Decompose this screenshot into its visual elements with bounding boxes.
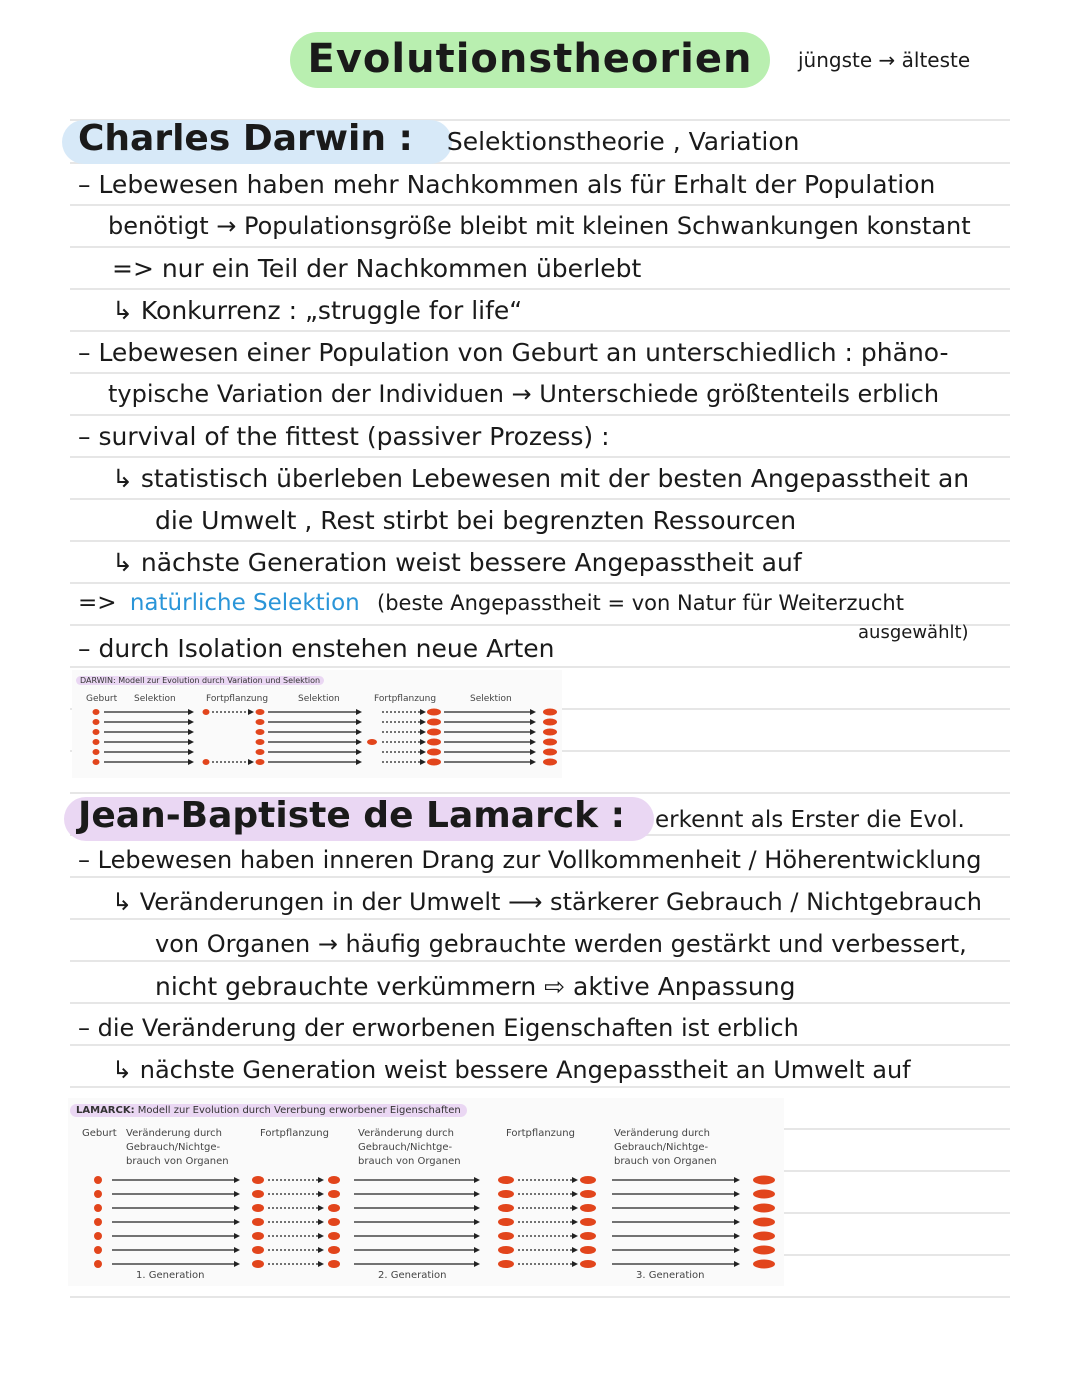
organism-dot: [427, 759, 441, 766]
organism-dot: [94, 1232, 102, 1240]
arrow-head: [356, 719, 362, 725]
arrow-head: [734, 1205, 740, 1211]
organism-dot: [543, 749, 557, 756]
generation-label: 3. Generation: [636, 1270, 705, 1281]
arrow-head: [318, 1247, 324, 1253]
arrow-head: [734, 1191, 740, 1197]
organism-dot: [328, 1204, 340, 1212]
organism-dot: [498, 1190, 514, 1198]
organism-dot: [427, 749, 441, 756]
title-highlight: [290, 32, 770, 88]
darwin-line: – Lebewesen haben mehr Nachkommen als für Erhalt der Population: [78, 170, 936, 199]
arrow-head: [530, 709, 536, 715]
figure-header: Veränderung durch: [126, 1128, 223, 1139]
organism-dot: [580, 1218, 596, 1226]
organism-dot: [256, 759, 265, 765]
arrow-head: [572, 1191, 578, 1197]
figure-header: Gebrauch/Nichtge-: [126, 1142, 221, 1153]
ruled-line: [70, 330, 1010, 332]
ruled-line: [70, 204, 1010, 206]
darwin-figure: [72, 670, 562, 778]
arrow-head: [734, 1219, 740, 1225]
organism-dot: [753, 1218, 775, 1227]
arrow-head: [234, 1247, 240, 1253]
organism-dot: [580, 1232, 596, 1240]
darwin-name: Charles Darwin :: [78, 118, 413, 159]
arrow-head: [734, 1233, 740, 1239]
lamarck-caption-label: LAMARCK:: [76, 1105, 135, 1116]
organism-dot: [94, 1204, 102, 1212]
organism-dot: [93, 749, 100, 755]
selection-term: natürliche Selektion: [129, 590, 360, 616]
darwin-line: die Umwelt , Rest stirbt bei begrenzten Ressourcen: [155, 506, 797, 535]
arrow-head: [318, 1177, 324, 1183]
figure-header: brauch von Organen: [614, 1156, 717, 1167]
organism-dot: [93, 709, 100, 715]
organism-dot: [543, 759, 557, 766]
arrow-head: [572, 1261, 578, 1267]
organism-dot: [93, 739, 100, 745]
organism-dot: [252, 1232, 264, 1240]
figure-header: Fortpflanzung: [260, 1128, 329, 1139]
organism-dot: [498, 1204, 514, 1212]
figure-header: Selektion: [470, 694, 512, 704]
generation-label: 2. Generation: [378, 1270, 447, 1281]
ruled-line: [70, 288, 1010, 290]
organism-dot: [256, 749, 265, 755]
arrow-head: [420, 709, 426, 715]
arrow-head: [356, 739, 362, 745]
arrow-head: [318, 1219, 324, 1225]
organism-dot: [256, 709, 265, 715]
arrow-head: [188, 709, 194, 715]
arrow-head: [572, 1177, 578, 1183]
lamarck-figure: [68, 1098, 784, 1286]
arrow-head: [420, 739, 426, 745]
darwin-line: ↳ nächste Generation weist bessere Angepasstheit auf: [112, 548, 802, 577]
organism-dot: [256, 719, 265, 725]
ruled-line: [70, 414, 1010, 416]
darwin-line: – Lebewesen einer Population von Geburt an unterschiedlich : phäno-: [78, 338, 949, 367]
arrow-head: [734, 1177, 740, 1183]
organism-dot: [498, 1260, 514, 1268]
ruled-line: [70, 876, 1010, 878]
selection-explanation: (beste Angepasstheit = von Natur für Weiterzucht: [377, 591, 904, 615]
lamarck-model-diagram: [68, 1098, 784, 1286]
organism-dot: [753, 1190, 775, 1199]
arrow-head: [572, 1205, 578, 1211]
darwin-heading-row: [70, 118, 800, 159]
organism-dot: [252, 1218, 264, 1226]
organism-dot: [328, 1260, 340, 1268]
organism-dot: [328, 1246, 340, 1254]
darwin-figure-caption: DARWIN: Modell zur Evolution durch Variation und Selektion: [76, 676, 324, 685]
organism-dot: [753, 1260, 775, 1269]
generation-label: 1. Generation: [136, 1270, 205, 1281]
arrow-head: [420, 759, 426, 765]
arrow-head: [356, 759, 362, 765]
darwin-subtitle: Selektionstheorie , Variation: [446, 127, 800, 156]
figure-header: Gebrauch/Nichtge-: [614, 1142, 709, 1153]
arrow-head: [188, 739, 194, 745]
organism-dot: [753, 1176, 775, 1185]
figure-header: Selektion: [298, 694, 340, 704]
organism-dot: [580, 1260, 596, 1268]
ruled-line: [70, 456, 1010, 458]
ruled-line: [70, 1044, 1010, 1046]
organism-dot: [94, 1246, 102, 1254]
arrow-head: [234, 1205, 240, 1211]
arrow-head: [356, 729, 362, 735]
ruled-line: [70, 792, 1010, 794]
organism-dot: [256, 729, 265, 735]
arrow-head: [318, 1261, 324, 1267]
arrow-head: [188, 749, 194, 755]
figure-header: Fortpflanzung: [374, 694, 437, 704]
arrow-head: [530, 719, 536, 725]
arrow-head: [734, 1247, 740, 1253]
arrow-head: [188, 759, 194, 765]
organism-dot: [203, 759, 210, 765]
organism-dot: [580, 1190, 596, 1198]
arrow-head: [734, 1261, 740, 1267]
arrow-head: [356, 709, 362, 715]
arrow-head: [474, 1247, 480, 1253]
arrow-head: [572, 1247, 578, 1253]
selection-prefix: =>: [78, 590, 117, 616]
ruled-line: [70, 960, 1010, 962]
arrow-head: [474, 1191, 480, 1197]
organism-dot: [328, 1218, 340, 1226]
organism-dot: [252, 1246, 264, 1254]
ruled-line: [70, 372, 1010, 374]
figure-header: Gebrauch/Nichtge-: [358, 1142, 453, 1153]
organism-dot: [252, 1176, 264, 1184]
ruled-line: [70, 582, 1010, 584]
arrow-head: [318, 1233, 324, 1239]
ruled-line: [70, 1086, 1010, 1088]
organism-dot: [252, 1190, 264, 1198]
arrow-head: [572, 1219, 578, 1225]
figure-header: Fortpflanzung: [506, 1128, 575, 1139]
figure-header: Veränderung durch: [358, 1128, 455, 1139]
organism-dot: [427, 719, 441, 726]
darwin-line: typische Variation der Individuen → Unterschiede größtenteils erblich: [108, 380, 940, 408]
organism-dot: [367, 739, 377, 745]
arrow-head: [420, 749, 426, 755]
arrow-head: [420, 729, 426, 735]
organism-dot: [543, 709, 557, 716]
darwin-model-diagram: [72, 670, 562, 778]
arrow-head: [188, 719, 194, 725]
organism-dot: [252, 1260, 264, 1268]
arrow-head: [474, 1219, 480, 1225]
ruled-line: [70, 1296, 1010, 1298]
organism-dot: [498, 1176, 514, 1184]
page-title: Evolutionstheorien: [307, 36, 753, 82]
organism-dot: [580, 1246, 596, 1254]
arrow-head: [188, 729, 194, 735]
arrow-head: [248, 759, 254, 765]
arrow-head: [530, 749, 536, 755]
lamarck-line: ↳ nächste Generation weist bessere Angepasstheit an Umwelt auf: [112, 1056, 911, 1084]
lamarck-line: – Lebewesen haben inneren Drang zur Vollkommenheit / Höherentwicklung: [78, 846, 982, 874]
arrow-head: [318, 1191, 324, 1197]
darwin-line: => nur ein Teil der Nachkommen überlebt: [112, 254, 642, 283]
organism-dot: [498, 1232, 514, 1240]
ruled-line: [70, 918, 1010, 920]
organism-dot: [256, 739, 265, 745]
figure-header: Geburt: [86, 694, 118, 704]
lamarck-line: von Organen → häufig gebrauchte werden gestärkt und verbessert,: [155, 930, 967, 958]
organism-dot: [753, 1232, 775, 1241]
organism-dot: [498, 1246, 514, 1254]
arrow-head: [356, 749, 362, 755]
darwin-selection-row: [78, 590, 904, 616]
lamarck-line: – die Veränderung der erworbenen Eigenschaften ist erblich: [78, 1014, 799, 1042]
arrow-head: [234, 1177, 240, 1183]
organism-dot: [93, 729, 100, 735]
lamarck-name: Jean-Baptiste de Lamarck :: [78, 795, 626, 836]
darwin-line: – survival of the fittest (passiver Prozess) :: [78, 422, 610, 451]
organism-dot: [94, 1218, 102, 1226]
figure-header: brauch von Organen: [126, 1156, 229, 1167]
arrow-head: [248, 709, 254, 715]
organism-dot: [543, 719, 557, 726]
organism-dot: [93, 719, 100, 725]
arrow-head: [530, 729, 536, 735]
ruled-line: [70, 540, 1010, 542]
figure-header: Selektion: [134, 694, 176, 704]
arrow-head: [572, 1233, 578, 1239]
selection-note: ausgewählt): [858, 622, 969, 643]
organism-dot: [427, 729, 441, 736]
ruled-line: [70, 498, 1010, 500]
figure-header: Geburt: [82, 1128, 117, 1139]
arrow-head: [234, 1233, 240, 1239]
darwin-line: ↳ Konkurrenz : „struggle for life“: [112, 296, 523, 325]
figure-header: brauch von Organen: [358, 1156, 461, 1167]
organism-dot: [94, 1190, 102, 1198]
arrow-head: [474, 1177, 480, 1183]
arrow-head: [530, 739, 536, 745]
organism-dot: [328, 1176, 340, 1184]
organism-dot: [94, 1260, 102, 1268]
lamarck-subtitle: erkennt als Erster die Evol.: [654, 807, 965, 833]
arrow-head: [474, 1233, 480, 1239]
arrow-head: [474, 1205, 480, 1211]
arrow-head: [474, 1261, 480, 1267]
arrow-head: [420, 719, 426, 725]
ruled-line: [70, 666, 1010, 668]
organism-dot: [94, 1176, 102, 1184]
organism-dot: [543, 729, 557, 736]
darwin-line: ↳ statistisch überleben Lebewesen mit der besten Angepasstheit an: [112, 464, 970, 493]
lamarck-caption-text: Modell zur Evolution durch Vererbung erworbener Eigenschaften: [137, 1105, 461, 1116]
figure-header: Veränderung durch: [614, 1128, 711, 1139]
darwin-line: – durch Isolation enstehen neue Arten: [78, 634, 555, 663]
lamarck-heading-row: [70, 795, 965, 836]
darwin-line: benötigt → Populationsgröße bleibt mit kleinen Schwankungen konstant: [108, 212, 971, 240]
organism-dot: [753, 1204, 775, 1213]
organism-dot: [427, 709, 441, 716]
figure-header: Fortpflanzung: [206, 694, 269, 704]
arrow-head: [318, 1205, 324, 1211]
arrow-head: [234, 1191, 240, 1197]
order-note: jüngste → älteste: [798, 48, 971, 72]
organism-dot: [252, 1204, 264, 1212]
lamarck-line: ↳ Veränderungen in der Umwelt ⟶ stärkerer Gebrauch / Nichtgebrauch: [112, 888, 982, 916]
organism-dot: [203, 709, 210, 715]
ruled-line: [70, 1002, 1010, 1004]
organism-dot: [427, 739, 441, 746]
arrow-head: [530, 759, 536, 765]
lamarck-line: nicht gebrauchte verkümmern ⇨ aktive Anpassung: [155, 972, 796, 1001]
organism-dot: [580, 1176, 596, 1184]
organism-dot: [753, 1246, 775, 1255]
ruled-line: [70, 246, 1010, 248]
organism-dot: [580, 1204, 596, 1212]
organism-dot: [498, 1218, 514, 1226]
organism-dot: [93, 759, 100, 765]
arrow-head: [234, 1219, 240, 1225]
organism-dot: [328, 1190, 340, 1198]
arrow-head: [234, 1261, 240, 1267]
organism-dot: [328, 1232, 340, 1240]
organism-dot: [543, 739, 557, 746]
